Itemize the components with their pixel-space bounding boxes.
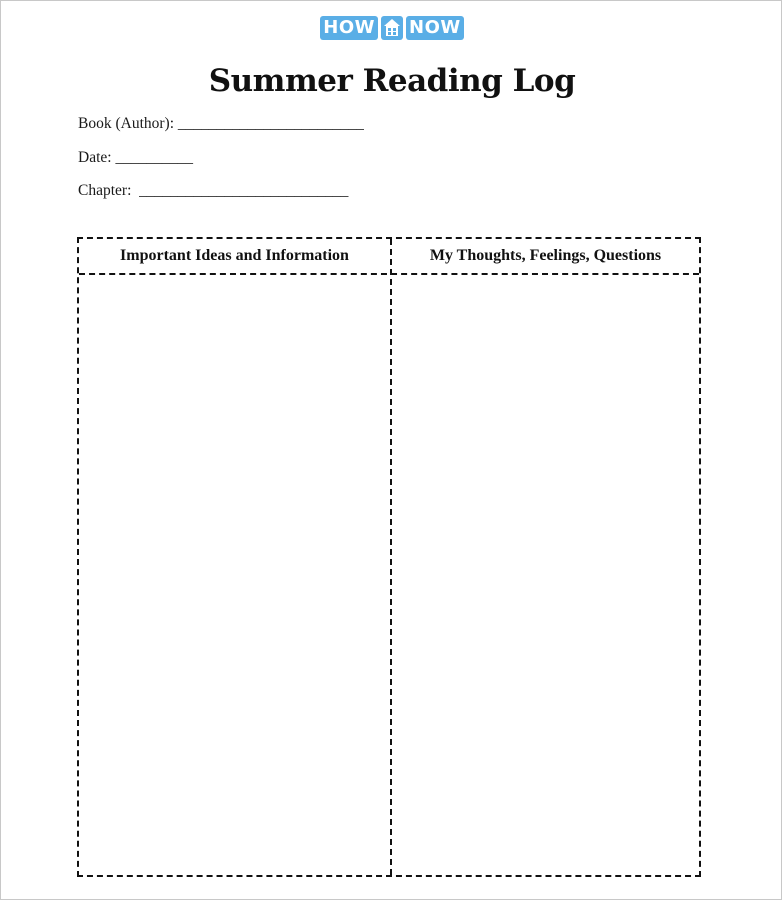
house-icon	[381, 16, 403, 40]
book-author-field[interactable]	[78, 114, 364, 134]
thoughts-feelings-writing-area[interactable]	[392, 275, 699, 875]
logo-word-now: NOW	[406, 16, 464, 40]
column-header-thoughts-feelings: My Thoughts, Feelings, Questions	[429, 247, 662, 264]
logo-word-how: HOW	[320, 16, 378, 40]
page-title: Summer Reading Log	[208, 63, 576, 99]
date-label: Date:	[78, 149, 112, 166]
chapter-field[interactable]	[78, 181, 348, 201]
date-blank[interactable]: __________	[111, 149, 193, 166]
important-ideas-writing-area[interactable]	[79, 275, 390, 875]
reading-log-table	[77, 237, 701, 877]
chapter-label: Chapter:	[78, 182, 132, 199]
chapter-blank[interactable]: ___________________________	[131, 182, 349, 199]
date-field[interactable]	[78, 148, 193, 168]
book-author-blank[interactable]: ________________________	[174, 115, 364, 132]
howtonow-logo	[1, 16, 782, 40]
book-author-label: Book (Author):	[78, 115, 175, 132]
column-header-important-ideas: Important Ideas and Information	[120, 247, 349, 264]
